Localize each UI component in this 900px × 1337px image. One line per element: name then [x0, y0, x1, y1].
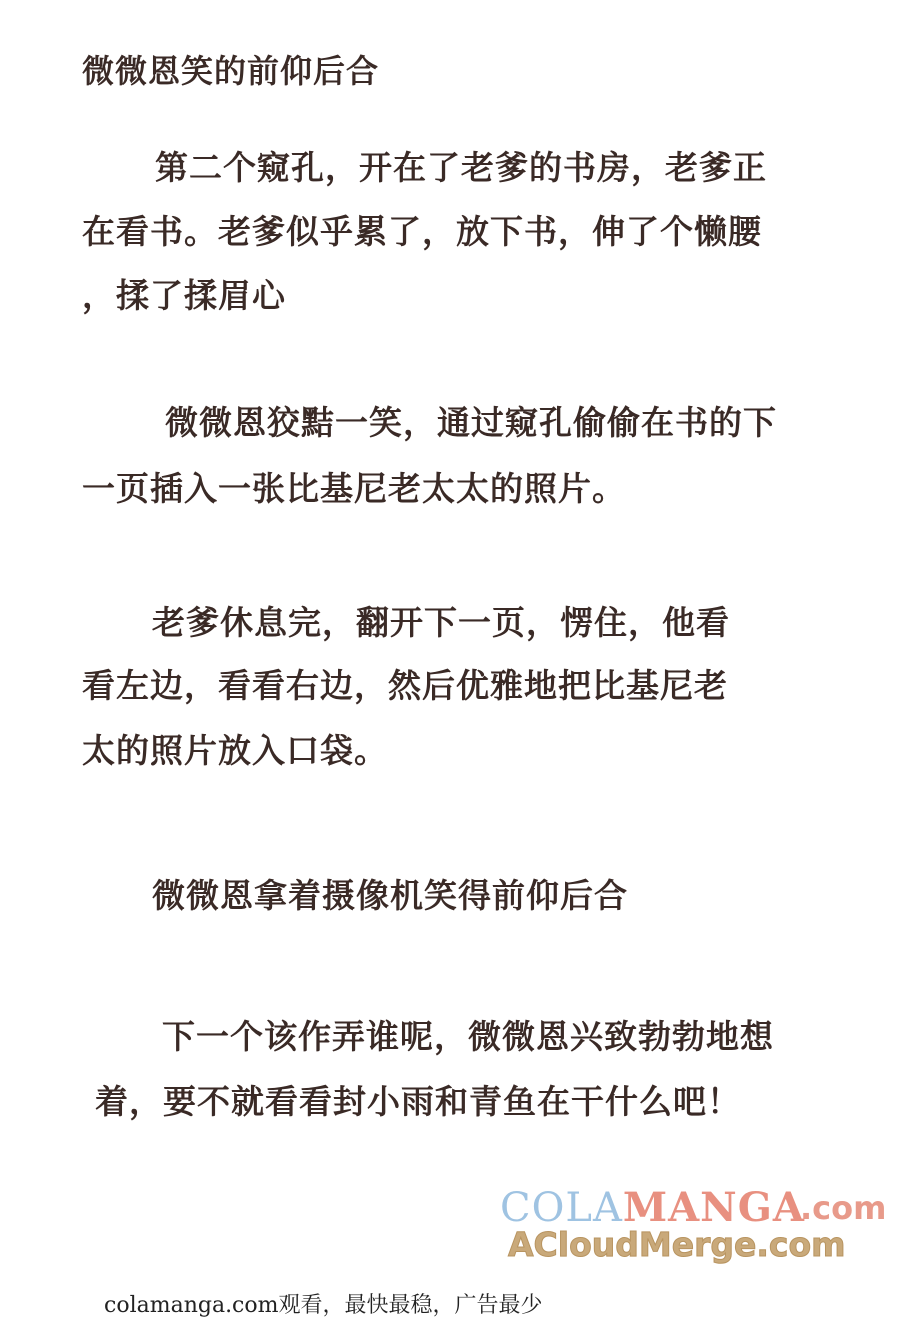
watermark-brand	[500, 1184, 805, 1231]
paragraph-line: 在看书。老爹似乎累了，放下书，伸了个懒腰	[82, 212, 762, 251]
paragraph-line: 太的照片放入口袋。	[82, 731, 388, 770]
page-title: 微微恩笑的前仰后合	[82, 52, 380, 90]
paragraph-line: ，揉了揉眉心	[82, 276, 286, 315]
paragraph-line: 着，要不就看看封小雨和青鱼在干什么吧！	[95, 1082, 741, 1121]
watermark-brand-manga: MANGA	[622, 1184, 805, 1231]
footer-note: colamanga.com观看，最快最稳，广告最少	[104, 1293, 543, 1318]
paragraph-line: 微微恩拿着摄像机笑得前仰后合	[152, 876, 628, 915]
paragraph-line: 下一个该作弄谁呢，微微恩兴致勃勃地想	[162, 1017, 774, 1056]
watermark-domain: .com	[800, 1189, 887, 1227]
paragraph-line: 一页插入一张比基尼老太太的照片。	[82, 469, 626, 508]
paragraph-line: 老爹休息完，翻开下一页，愣住，他看	[152, 603, 730, 642]
paragraph-line: 微微恩狡黠一笑，通过窥孔偷偷在书的下	[165, 403, 777, 442]
site-watermark	[500, 1180, 900, 1280]
paragraph-line: 第二个窥孔，开在了老爹的书房，老爹正	[155, 148, 767, 187]
paragraph-line: 看左边，看看右边，然后优雅地把比基尼老	[82, 666, 728, 705]
watermark-brand-cola: COLA	[500, 1185, 623, 1231]
watermark-tagline: ACloudMerge.com	[508, 1225, 846, 1264]
